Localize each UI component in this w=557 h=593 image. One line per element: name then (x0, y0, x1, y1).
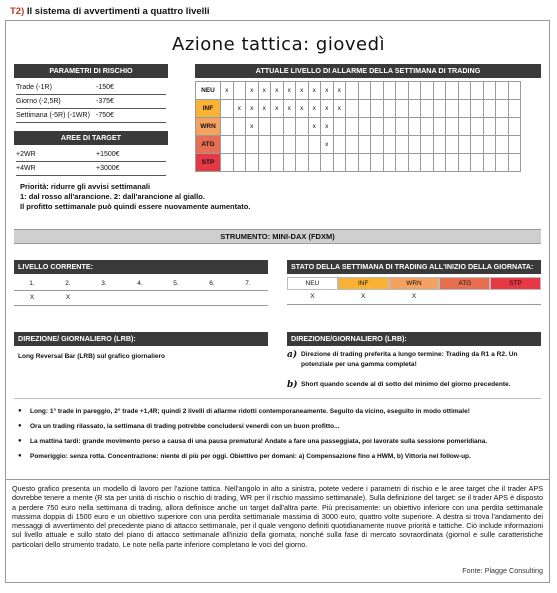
alarm-cell-empty (446, 82, 459, 100)
level-mark: X (65, 294, 71, 301)
alarm-cell (246, 154, 259, 172)
alarm-header: ATTUALE LIVELLO DI ALLARME DELLA SETTIMANA DI TRADING (195, 64, 541, 78)
alarm-cell-empty (483, 136, 496, 154)
alarm-cell-empty (433, 154, 446, 172)
bullet-text: Ora un trading rilassato, la settimana di trading potrebbe concludersi venerdì con un buon profitto... (30, 423, 340, 430)
alarm-cell (358, 136, 371, 154)
alarm-cell: x (296, 100, 309, 118)
alarm-cell-empty (383, 136, 396, 154)
alarm-cell-empty (458, 118, 471, 136)
alarm-cell: x (271, 82, 284, 100)
alarm-level-label: INF (196, 100, 221, 118)
alarm-cell (271, 154, 284, 172)
alarm-cell (233, 154, 246, 172)
alarm-cell-empty (446, 118, 459, 136)
source-credit: Fonte: Plagge Consulting (462, 566, 543, 575)
bullet-dot-icon: ● (18, 423, 22, 429)
alarm-cell-empty (471, 154, 484, 172)
level-mark (158, 291, 194, 305)
level-mark (194, 291, 230, 305)
alarm-cell-empty (471, 100, 484, 118)
alarm-cell (221, 154, 234, 172)
alarm-cell-empty (483, 100, 496, 118)
alarm-cell-empty (421, 100, 434, 118)
alarm-cell (346, 154, 359, 172)
targets-table (16, 148, 166, 176)
alarm-cell: x (333, 100, 346, 118)
alarm-cell-empty (371, 100, 384, 118)
bullet-dot-icon: ● (18, 453, 22, 459)
current-level-grid (14, 277, 268, 306)
note-b-marker: b) (287, 380, 298, 390)
direction-left-text: Long Reversal Bar (LRB) sul grafico giornaliero (18, 353, 165, 360)
alarm-cell-empty (383, 82, 396, 100)
priority-note (20, 182, 250, 212)
alarm-cell (296, 154, 309, 172)
alarm-row-neu (196, 82, 521, 100)
alarm-cell (221, 118, 234, 136)
alarm-cell-empty (421, 136, 434, 154)
alarm-cell-empty (471, 118, 484, 136)
alarm-cell-empty (396, 154, 409, 172)
alarm-cell (333, 154, 346, 172)
level-number: 2. (65, 280, 71, 287)
alarm-cell: x (296, 82, 309, 100)
alarm-cell-empty (383, 100, 396, 118)
level-number: 4. (137, 280, 143, 287)
alarm-cell-empty (433, 118, 446, 136)
level-mark (230, 291, 266, 305)
risk-value: -750€ (96, 112, 114, 119)
alarm-cell: x (321, 136, 334, 154)
alarm-cell (358, 154, 371, 172)
current-level-numbers (14, 277, 268, 291)
alarm-cell: x (246, 100, 259, 118)
alarm-cell (246, 136, 259, 154)
risk-value: -150€ (96, 84, 114, 91)
alarm-level-label: ATG (196, 136, 221, 154)
alarm-cell-empty (383, 154, 396, 172)
week-status-atg: ATG (439, 277, 490, 290)
week-status-neu: NEU (287, 277, 338, 290)
risk-row (16, 95, 166, 109)
bullet-text: Long: 1° trade in pareggio, 2° trade +1,4R; quindi 2 livelli di allarme ridotti contemporaneamente. Seguito da vicino, eseguito in modo ottimale! (30, 408, 470, 415)
alarm-cell: x (308, 82, 321, 100)
alarm-level-label: NEU (196, 82, 221, 100)
alarm-cell (333, 118, 346, 136)
alarm-cell (283, 154, 296, 172)
alarm-cell (321, 154, 334, 172)
alarm-table (195, 81, 521, 172)
alarm-cell (358, 82, 371, 100)
direction-note-a (287, 350, 541, 370)
divider (14, 398, 541, 399)
alarm-cell: x (258, 82, 271, 100)
alarm-row-inf (196, 100, 521, 118)
alarm-cell-empty (396, 82, 409, 100)
alarm-row-stp (196, 154, 521, 172)
level-number: 5. (173, 280, 179, 287)
alarm-cell (258, 136, 271, 154)
week-status-marks (287, 290, 541, 305)
alarm-cell (233, 82, 246, 100)
risk-label: Giorno (-2,5R) (16, 98, 61, 105)
alarm-cell-empty (471, 82, 484, 100)
alarm-cell-empty (508, 82, 521, 100)
week-status-mark: X (411, 293, 417, 300)
alarm-cell-empty (371, 154, 384, 172)
alarm-cell (346, 82, 359, 100)
level-mark (86, 291, 122, 305)
target-label: +2WR (16, 151, 36, 158)
alarm-cell-empty (433, 136, 446, 154)
risk-value: -375€ (96, 98, 114, 105)
level-number: 6. (209, 280, 215, 287)
alarm-cell (346, 118, 359, 136)
alarm-cell: x (233, 100, 246, 118)
alarm-cell-empty (433, 100, 446, 118)
alarm-cell-empty (371, 136, 384, 154)
main-title: Azione tattica: giovedì (172, 34, 385, 55)
alarm-cell-empty (508, 100, 521, 118)
target-row (16, 148, 166, 162)
note-bullet (18, 437, 543, 446)
alarm-cell-empty (496, 118, 509, 136)
risk-label: Trade (-1R) (16, 84, 52, 91)
note-a-marker: a) (287, 350, 298, 360)
alarm-cell-empty (446, 136, 459, 154)
alarm-cell-empty (508, 154, 521, 172)
priority-line-2: 1: dal rosso all'arancione. 2: dall'arancione al giallo. (20, 192, 205, 201)
week-status-mark: X (310, 293, 315, 300)
alarm-cell (333, 136, 346, 154)
alarm-cell-empty (371, 82, 384, 100)
week-status-wrn: WRN (389, 277, 440, 290)
alarm-cell (358, 118, 371, 136)
figure-tag: T2) (10, 6, 25, 17)
alarm-cell-empty (458, 154, 471, 172)
alarm-cell: x (308, 118, 321, 136)
alarm-cell (296, 118, 309, 136)
bullet-dot-icon: ● (18, 408, 22, 414)
note-bullet (18, 452, 543, 461)
alarm-cell (308, 136, 321, 154)
alarm-cell-empty (458, 100, 471, 118)
alarm-cell-empty (396, 136, 409, 154)
alarm-cell (271, 118, 284, 136)
figure-title-text: Il sistema di avvertimenti a quattro livelli (26, 6, 210, 17)
alarm-cell: x (308, 100, 321, 118)
alarm-cell-empty (408, 118, 421, 136)
alarm-cell-empty (458, 136, 471, 154)
alarm-cell-empty (408, 82, 421, 100)
direction-left-header: DIREZIONE/ GIORNALIERO (LRB): (14, 332, 268, 346)
alarm-cell: x (246, 118, 259, 136)
alarm-level-label: WRN (196, 118, 221, 136)
alarm-cell (233, 136, 246, 154)
alarm-cell: x (321, 82, 334, 100)
alarm-cell-empty (433, 82, 446, 100)
level-number: 3. (101, 280, 107, 287)
alarm-cell-empty (483, 154, 496, 172)
week-status-mark: X (361, 293, 366, 300)
alarm-cell-empty (396, 118, 409, 136)
caption-divider (5, 479, 550, 480)
current-level-marks (14, 291, 268, 306)
alarm-cell (221, 136, 234, 154)
alarm-cell: x (246, 82, 259, 100)
alarm-cell-empty (508, 118, 521, 136)
alarm-cell-empty (408, 154, 421, 172)
target-row (16, 162, 166, 176)
alarm-cell: x (283, 100, 296, 118)
target-value: +3000€ (96, 165, 120, 172)
direction-note-b (287, 380, 541, 390)
alarm-level-label: STP (196, 154, 221, 172)
alarm-cell (346, 100, 359, 118)
alarm-cell-empty (496, 136, 509, 154)
week-status-mark (439, 290, 490, 304)
alarm-cell (271, 136, 284, 154)
alarm-cell-empty (421, 154, 434, 172)
bullet-text: Pomeriggio: senza rotta. Concentrazione: niente di più per oggi. Obiettivo per domani: a) Compensazione fino a HWM, b) Vittoria nel follow-up. (30, 453, 471, 460)
risk-row (16, 81, 166, 95)
alarm-cell: x (321, 118, 334, 136)
alarm-cell-empty (483, 82, 496, 100)
alarm-cell (221, 100, 234, 118)
alarm-cell: x (333, 82, 346, 100)
alarm-cell-empty (371, 118, 384, 136)
alarm-cell (283, 118, 296, 136)
risk-label: Settimana (-5R) (-1WR) (16, 112, 90, 119)
level-mark: X (29, 294, 35, 301)
figure-title (10, 6, 210, 17)
alarm-cell-empty (446, 154, 459, 172)
alarm-cell (258, 118, 271, 136)
alarm-cell (308, 154, 321, 172)
alarm-cell-empty (483, 118, 496, 136)
alarm-row-wrn (196, 118, 521, 136)
week-status-levels (287, 277, 541, 290)
alarm-cell: x (283, 82, 296, 100)
note-bullet (18, 422, 543, 431)
alarm-cell (358, 100, 371, 118)
level-number: 7. (245, 280, 251, 287)
targets-header: AREE DI TARGET (14, 131, 168, 145)
alarm-cell-empty (471, 136, 484, 154)
risk-table (16, 81, 166, 123)
alarm-cell-empty (421, 118, 434, 136)
risk-row (16, 109, 166, 123)
note-b-text: Short quando scende al di sotto del minimo del giorno precedente. (301, 381, 511, 388)
direction-right-notes (287, 350, 541, 390)
alarm-cell: x (271, 100, 284, 118)
note-bullet (18, 407, 543, 416)
direction-right-header: DIREZIONE/GIORNALIERO (LRB): (287, 332, 541, 346)
bullet-dot-icon: ● (18, 438, 22, 444)
alarm-cell-empty (496, 100, 509, 118)
note-a-text: Direzione di trading preferita a lungo termine: Trading da R1 a R2. Un potenziale per una gamma completa! (301, 351, 518, 368)
alarm-cell-empty (496, 154, 509, 172)
target-label: +4WR (16, 165, 36, 172)
alarm-cell: x (258, 100, 271, 118)
alarm-cell-empty (396, 100, 409, 118)
instrument-bar: STRUMENTO: MINI-DAX (FDXM) (14, 229, 541, 244)
alarm-cell-empty (408, 100, 421, 118)
alarm-cell (233, 118, 246, 136)
alarm-cell (346, 136, 359, 154)
bullet-text: La mattina tardi: grande movimento perso a causa di una pausa prematura! Andate a fare una passeggiata, poi lavorate sulla sessione pomeridiana. (30, 438, 488, 445)
week-status-stp: STP (490, 277, 541, 290)
priority-line-3: Il profitto settimanale può quindi essere nuovamente aumentato. (20, 202, 251, 211)
current-level-header: LIVELLO CORRENTE: (14, 260, 268, 274)
alarm-cell: x (221, 82, 234, 100)
level-mark (122, 291, 158, 305)
week-status-header: STATO DELLA SETTIMANA DI TRADING ALL'INIZIO DELLA GIORNATA: (287, 260, 541, 274)
alarm-cell-empty (421, 82, 434, 100)
alarm-cell-empty (458, 82, 471, 100)
alarm-cell (258, 154, 271, 172)
alarm-cell-empty (446, 100, 459, 118)
alarm-cell: x (321, 100, 334, 118)
risk-header: PARAMETRI DI RISCHIO (14, 64, 168, 78)
week-status-mark (490, 290, 541, 304)
alarm-cell-empty (383, 118, 396, 136)
target-value: +1500€ (96, 151, 120, 158)
alarm-cell (283, 136, 296, 154)
week-status-grid (287, 277, 541, 305)
bullet-list (18, 407, 543, 467)
alarm-cell (296, 136, 309, 154)
alarm-cell-empty (496, 82, 509, 100)
priority-line-1: Priorità: ridurre gli avvisi settimanali (20, 182, 151, 191)
alarm-row-atg (196, 136, 521, 154)
caption-text: Questo grafico presenta un modello di lavoro per l'azione tattica. Nell'angolo in alto a sinistra, potete vedere i parametri di rischio e le aree target che il trader APS dovrebbe tenere a mente (R sta per unità di rischio o rischio di trading, WR per il rischio massimo settimanale). Sulla definizione del target: se il trader APS è disposto a perdere 750 euro nella settimana di trading, allora definisce anche un target dall'altra parte. Più precisamente: un obiettivo inferiore con una perdita settimanale massima doppia di 1500 euro e un obiettivo superiore con una perdita settimanale massima di 3000 euro, quattro volte superiore. A destra si trova l'andamento dei messaggi di avvertimento del precedente piano di attacco settimanale, per il quale vengono definiti quotidianamente nuove priorità e tattiche. Ciò include informazioni sul livello attuale e sullo stato del piano di attacco settimanale all'inizio della giornata, nonché sulla fase di mercato sovraordinata (giornol e sulle caratteristiche particolari dello strumento tradato. Le note nella parte inferiore completano le voci del giorno. (12, 484, 543, 549)
alarm-cell-empty (408, 136, 421, 154)
alarm-cell-empty (508, 136, 521, 154)
level-number: 1. (29, 280, 35, 287)
week-status-inf: INF (338, 277, 389, 290)
